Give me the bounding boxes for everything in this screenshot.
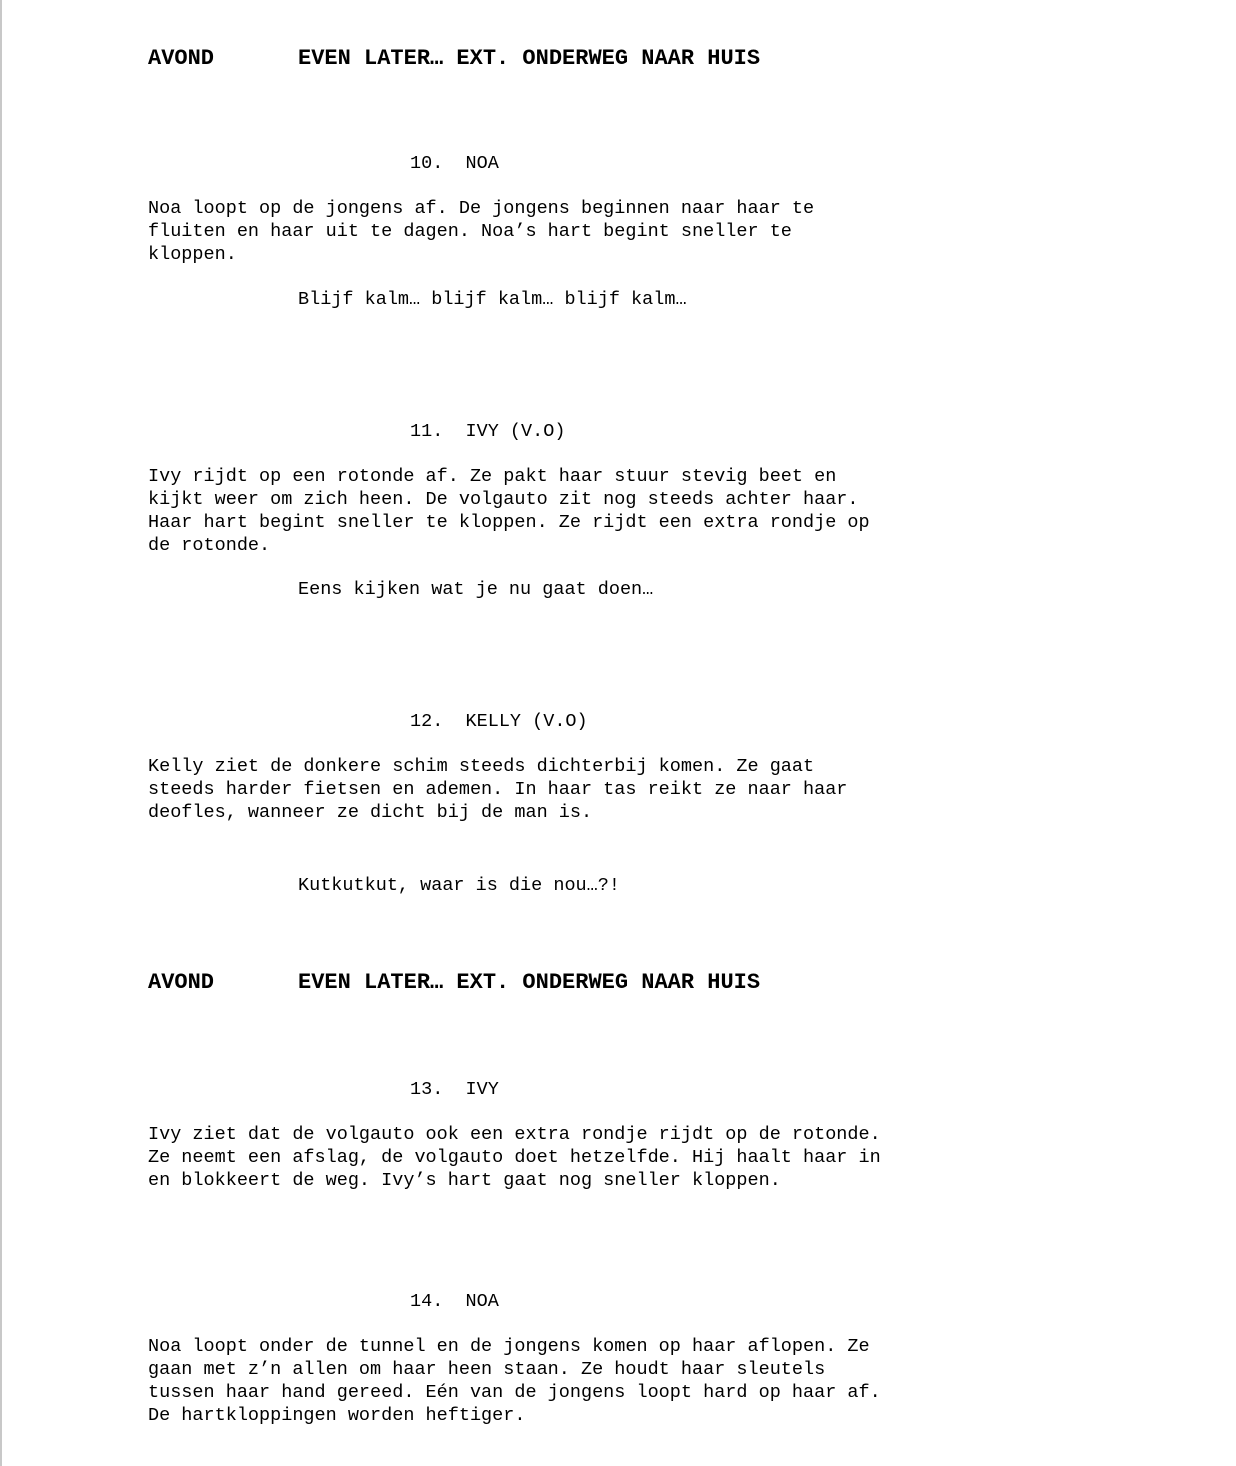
page-edge	[0, 0, 2, 1466]
character-cue: 14. NOA	[410, 1291, 499, 1312]
action-line: Ze neemt een afslag, de volgauto doet hetzelfde. Hij haalt haar in	[148, 1147, 881, 1168]
action-line: en blokkeert de weg. Ivy’s hart gaat nog sneller kloppen.	[148, 1170, 781, 1191]
scene-time: AVOND	[148, 970, 215, 995]
action-text	[148, 1335, 881, 1427]
action-text	[148, 197, 814, 266]
character-cue: 11. IVY (V.O)	[410, 421, 566, 442]
action-text	[148, 1123, 881, 1192]
action-line: Haar hart begint sneller te kloppen. Ze rijdt een extra rondje op	[148, 512, 870, 533]
action-line: De hartkloppingen worden heftiger.	[148, 1405, 526, 1426]
action-line: Ivy ziet dat de volgauto ook een extra rondje rijdt op de rotonde.	[148, 1124, 881, 1145]
action-text	[148, 465, 870, 557]
action-line: tussen haar hand gereed. Eén van de jongens loopt hard op haar af.	[148, 1382, 881, 1403]
action-line: fluiten en haar uit te dagen. Noa’s hart begint sneller te	[148, 221, 792, 242]
action-line: Ivy rijdt op een rotonde af. Ze pakt haar stuur stevig beet en	[148, 466, 837, 487]
action-line: steeds harder fietsen en ademen. In haar tas reikt ze naar haar	[148, 779, 848, 800]
action-line: kloppen.	[148, 244, 237, 265]
action-line: kijkt weer om zich heen. De volgauto zit nog steeds achter haar.	[148, 489, 859, 510]
action-line: Kelly ziet de donkere schim steeds dichterbij komen. Ze gaat	[148, 756, 815, 777]
action-line: gaan met z’n allen om haar heen staan. Ze houdt haar sleutels	[148, 1359, 826, 1380]
scene-time: AVOND	[148, 46, 215, 71]
action-line: Noa loopt onder de tunnel en de jongens komen op haar aflopen. Ze	[148, 1336, 870, 1357]
action-text	[148, 755, 847, 824]
scene-location: EVEN LATER… EXT. ONDERWEG NAAR HUIS	[298, 970, 761, 995]
character-cue: 10. NOA	[410, 153, 499, 174]
scene-location: EVEN LATER… EXT. ONDERWEG NAAR HUIS	[298, 46, 761, 71]
action-line: Noa loopt op de jongens af. De jongens beginnen naar haar te	[148, 198, 815, 219]
action-line: deofles, wanneer ze dicht bij de man is.	[148, 802, 593, 823]
character-cue: 13. IVY	[410, 1079, 499, 1100]
character-cue: 12. KELLY (V.O)	[410, 711, 588, 732]
dialogue-line: Eens kijken wat je nu gaat doen…	[298, 579, 654, 600]
dialogue-line: Kutkutkut, waar is die nou…?!	[298, 875, 620, 896]
scene-heading	[148, 46, 761, 119]
scene-heading	[148, 970, 761, 1043]
dialogue-line: Blijf kalm… blijf kalm… blijf kalm…	[298, 289, 687, 310]
action-line: de rotonde.	[148, 535, 271, 556]
